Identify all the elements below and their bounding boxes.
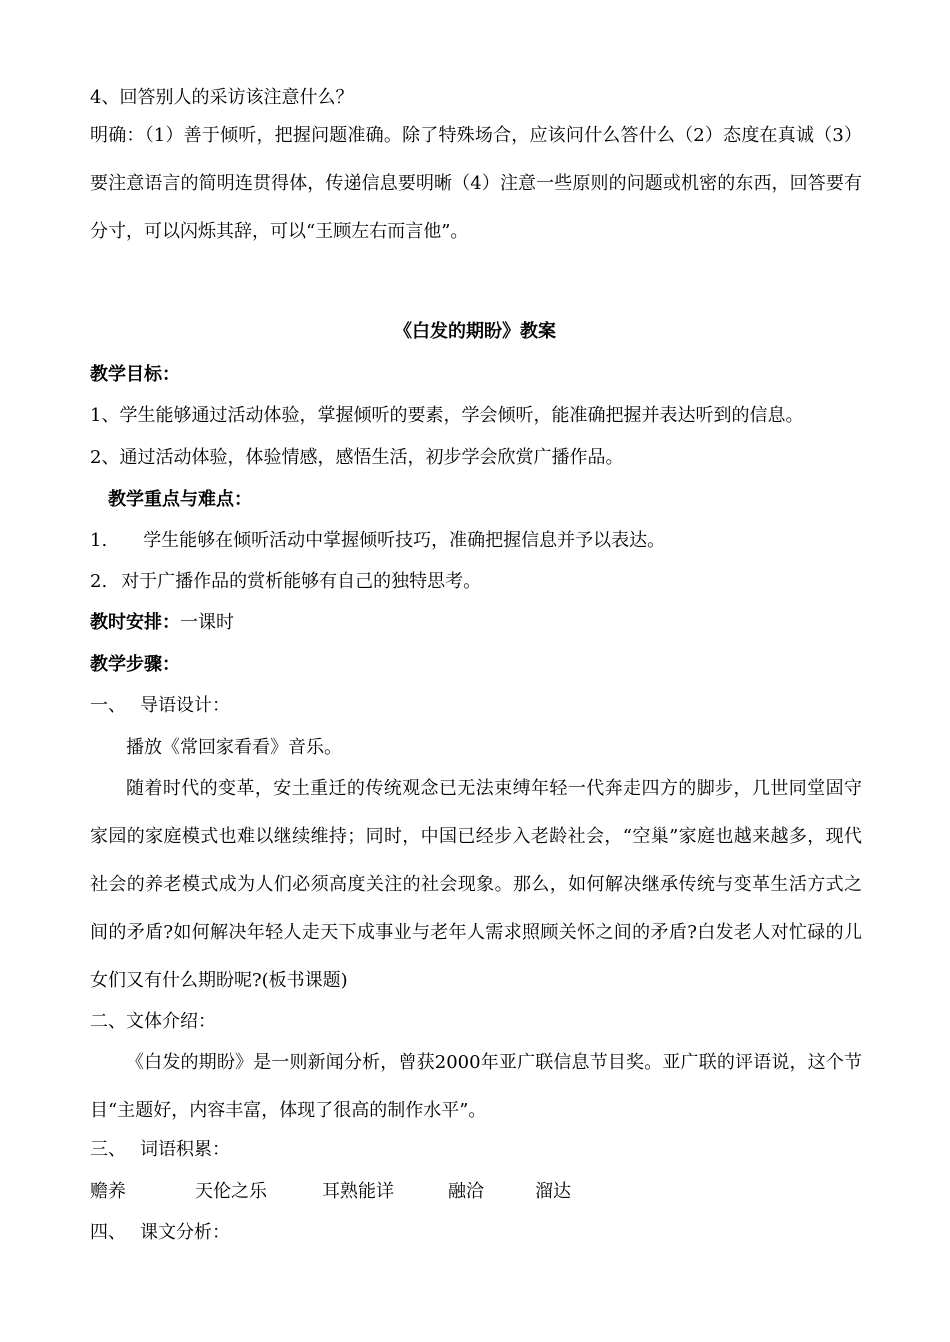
section3-num: 三、 [90, 1139, 126, 1160]
q4-answer: 明确：（1）善于倾听，把握问题准确。除了特殊场合，应该问什么答什么（2）态度在真诚（3）要注意语言的简明连贯得体，传递信息要明晰（4）注意一些原则的问题或机密的东西，回答要有分寸，可以闪烁其辞，可以“王顾左右而言他”。 [90, 125, 862, 242]
section1-num: 一、 [90, 695, 126, 716]
vocab-word: 赡养 [90, 1181, 126, 1202]
vocab-word: 融洽 [448, 1181, 484, 1202]
section1-line1: 播放《常回家看看》音乐。 [126, 737, 342, 758]
key-point-1-num: 1. [90, 530, 108, 551]
section4-heading [90, 1221, 230, 1245]
goals-heading: 教学目标： [90, 364, 180, 385]
section2-heading: 二、文体介绍： [90, 1011, 216, 1032]
key-point-1-text: 学生能够在倾听活动中掌握倾听技巧，准确把握信息并予以表达。 [143, 530, 666, 551]
section4-num: 四、 [90, 1222, 126, 1243]
lesson-title: 《白发的期盼》教案 [394, 321, 556, 342]
time-value: 一课时 [180, 612, 234, 633]
key-point-1 [90, 529, 665, 553]
section1-para: 随着时代的变革，安土重迁的传统观念已无法束缚年轻一代奔走四方的脚步，几世同堂固守家园的家庭模式也难以继续维持；同时，中国已经步入老龄社会，“空巢”家庭也越来越多，现代社会的养老模式成为人们必须高度关注的社会现象。那么，如何解决继承传统与变革生活方式之间的矛盾?如何解决年轻人走天下成事业与老年人需求照顾关怀之间的矛盾?白发老人对忙碌的儿女们又有什么期盼呢?(板书课题) [90, 778, 862, 991]
key-point-2-text: 对于广播作品的赏析能够有自己的独特思考。 [121, 571, 482, 592]
section4-title: 课文分析： [140, 1222, 230, 1243]
goal-1: 1、学生能够通过活动体验，掌握倾听的要素，学会倾听，能准确把握并表达听到的信息。 [90, 405, 804, 426]
vocab-word: 天伦之乐 [195, 1181, 267, 1202]
section1-title: 导语设计： [140, 695, 230, 716]
section3-heading [90, 1138, 230, 1162]
time-label: 教时安排： [90, 612, 180, 633]
q4-question: 4、回答别人的采访该注意什么？ [90, 87, 354, 108]
time-arrangement [90, 611, 234, 635]
vocab-word: 溜达 [535, 1181, 571, 1202]
key-point-2-num: 2. [90, 571, 108, 592]
section1-heading [90, 694, 230, 718]
goal-2: 2、通过活动体验，体验情感，感悟生活，初步学会欣赏广播作品。 [90, 447, 624, 468]
section3-title: 词语积累： [140, 1139, 230, 1160]
key-point-2 [90, 570, 481, 594]
section2-para: 《白发的期盼》是一则新闻分析，曾获2000年亚广联信息节目奖。亚广联的评语说，这个节目“主题好，内容丰富，体现了很高的制作水平”。 [90, 1052, 862, 1121]
key-heading: 教学重点与难点： [108, 489, 252, 510]
steps-heading: 教学步骤： [90, 654, 180, 675]
vocab-word: 耳熟能详 [322, 1181, 394, 1202]
